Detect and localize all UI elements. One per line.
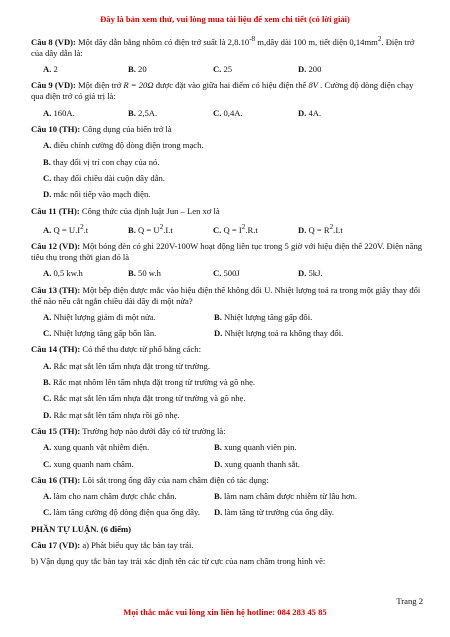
- question-label: Câu 11 (TH):: [31, 205, 80, 216]
- question-9: [31, 80, 426, 102]
- question-text: Trường hợp nào dưới đây có từ trường là:: [82, 425, 226, 436]
- option: B. thay đổi vị trí con chạy của nó.: [43, 156, 160, 167]
- question-text: Công dụng của biến trở là: [82, 124, 172, 135]
- preview-banner: Đây là bản xem thử, vui lòng mua tài liệu để xem chi tiết (có lời giải): [100, 14, 350, 24]
- option: B. 20: [128, 64, 147, 75]
- question-13: [31, 285, 426, 307]
- options-row: [43, 222, 426, 236]
- question-label: Câu 12 (VD):: [31, 240, 81, 251]
- option: B. 2,5A.: [128, 107, 158, 118]
- options-row: [43, 108, 426, 119]
- option: C. $Q = I^2.R.t$: [213, 222, 258, 235]
- question-text: . Điện trở của dây dẫn là:: [31, 36, 415, 58]
- option: C. 500J: [213, 268, 240, 279]
- exponent: -8: [249, 35, 256, 43]
- question-text: được đặt vào giữa hai điểm có hiệu điện thế: [153, 80, 309, 91]
- options-row: [43, 491, 426, 502]
- question-text: Có thể thu được từ phổ bằng cách:: [82, 344, 201, 355]
- question-14: [31, 344, 426, 355]
- option: B. làm nam châm được nhiễm từ lâu hơn.: [214, 491, 357, 502]
- option: B. Nhiệt lượng tăng gấp đôi.: [214, 311, 313, 322]
- question-11: [31, 206, 426, 217]
- question-12: [31, 241, 426, 263]
- formula: 8V: [308, 80, 319, 91]
- options-row: [43, 312, 426, 323]
- option: B. Rắc mạt nhôm lên tấm nhựa đặt trong từ trường và gõ nhẹ.: [43, 377, 256, 388]
- option: A. Nhiệt lượng giảm đi một nửa.: [43, 311, 156, 322]
- page-number: Trang 2: [396, 596, 423, 606]
- option: D. 5kJ.: [298, 268, 323, 279]
- option: D. xung quanh thanh sắt.: [214, 458, 300, 469]
- hotline-footer: Mọi thắc mắc vui lòng xin liên hệ hotline: 084 283 45 85: [123, 607, 327, 617]
- formula: R = 20Ω: [123, 80, 154, 91]
- option: C. Rắc mạt sắt lên tấm nhựa đặt trong từ trường và gõ nhẹ.: [43, 393, 246, 404]
- option: C. 25: [213, 64, 233, 75]
- question-label: Câu 10 (TH):: [31, 124, 81, 135]
- option: A. 2: [43, 64, 58, 75]
- options-row: [43, 64, 426, 75]
- option: A. 160A.: [43, 107, 75, 118]
- option: D. Rắc mạt sắt lên tấm nhựa rồi gõ nhẹ.: [43, 409, 180, 420]
- question-17: [31, 540, 426, 551]
- option: C. Nhiệt lượng tăng gấp bốn lần.: [43, 328, 157, 339]
- option: B. $Q = U^2.I.t$: [128, 222, 173, 235]
- question-text: Một dây dẫn bằng nhôm có điện trở suất là 2,8.10: [78, 36, 250, 47]
- option: D. Nhiệt lượng toả ra không thay đổi.: [214, 328, 344, 339]
- question-text: Lõi sắt trong ống dây của nam châm điện có tác dụng:: [82, 474, 269, 485]
- options-row: [43, 268, 426, 279]
- option: A. $Q = U.I^2.t$: [43, 222, 89, 235]
- option: D. $Q = R^2.I.t$: [298, 222, 343, 235]
- option: C. làm tăng cường độ dòng điện qua ống dây.: [43, 507, 200, 518]
- option: C. xung quanh nam châm.: [43, 458, 134, 469]
- question-label: Câu 13 (TH):: [31, 284, 81, 295]
- question-label: Câu 8 (VD):: [31, 36, 76, 47]
- options-row: [43, 507, 426, 518]
- question-text: . Cường độ dòng điện chạy qua điện trở có giá trị là:: [31, 80, 414, 102]
- options-row: [43, 442, 426, 453]
- option: D. 200: [298, 64, 322, 75]
- question-label: Câu 17 (VD):: [31, 540, 81, 551]
- question-15: [31, 426, 426, 437]
- option: B. xung quanh viên pin.: [214, 442, 297, 453]
- option: C. thay đổi chiều dài cuộn dây dẫn.: [43, 172, 165, 183]
- question-text: a) Phát biểu quy tắc bàn tay trái.: [82, 540, 194, 551]
- option: A. làm cho nam châm được chắc chắn.: [43, 491, 177, 502]
- question-text: Một bếp điện được mắc vào hiệu điện thế không đổi U. Nhiệt lượng toả ra trong một giây thay đổi thế nào nếu cắt ngắn chiều dài dây đi một nửa?: [31, 284, 421, 306]
- section-heading: PHẦN TỰ LUẬN. (6 điểm): [31, 523, 132, 534]
- option: D. 4A.: [298, 107, 322, 118]
- options-row: [43, 328, 426, 339]
- option: B. 50 w.h: [128, 268, 161, 279]
- question-8: [31, 34, 426, 59]
- option: D. làm tăng từ trường của ống dây.: [214, 507, 334, 518]
- question-label: Câu 9 (VD):: [31, 80, 76, 91]
- question-10: [31, 124, 426, 135]
- option: A. Rắc mạt sắt lên tấm nhựa đặt trong từ trường.: [43, 360, 210, 371]
- option: A. xung quanh vật nhiễm điện.: [43, 442, 150, 453]
- question-label: Câu 16 (TH):: [31, 474, 81, 485]
- question-label: Câu 15 (TH):: [31, 425, 81, 436]
- question-content: [31, 34, 426, 573]
- options-row: [43, 459, 426, 470]
- exponent: 2: [377, 35, 382, 43]
- option: A. điều chỉnh cường độ dòng điện trong mạch.: [43, 140, 204, 151]
- question-17-part-b: b) Vận dụng quy tắc bàn tay trái xác định tên các từ cực của nam châm trong hình vẽ:: [31, 556, 326, 567]
- question-text: Một điện trở: [78, 80, 124, 91]
- option: A. 0,5 kw.h: [43, 268, 83, 279]
- option: D. mắc nối tiếp vào mạch điện.: [43, 189, 151, 200]
- question-text: Công thức của định luật Jun – Len xơ là: [81, 205, 220, 216]
- question-16: [31, 475, 426, 486]
- question-text: m,dây dài 100 m, tiết diện 0,14mm: [255, 36, 378, 47]
- question-text: Một bóng đèn có ghi 220V-100W hoạt động liên tục trong 5 giờ với hiệu điện thế 220V. Điện năng tiêu thụ trong thời gian đó là: [31, 240, 423, 262]
- option: C. 0,4A.: [213, 107, 243, 118]
- question-label: Câu 14 (TH):: [31, 344, 81, 355]
